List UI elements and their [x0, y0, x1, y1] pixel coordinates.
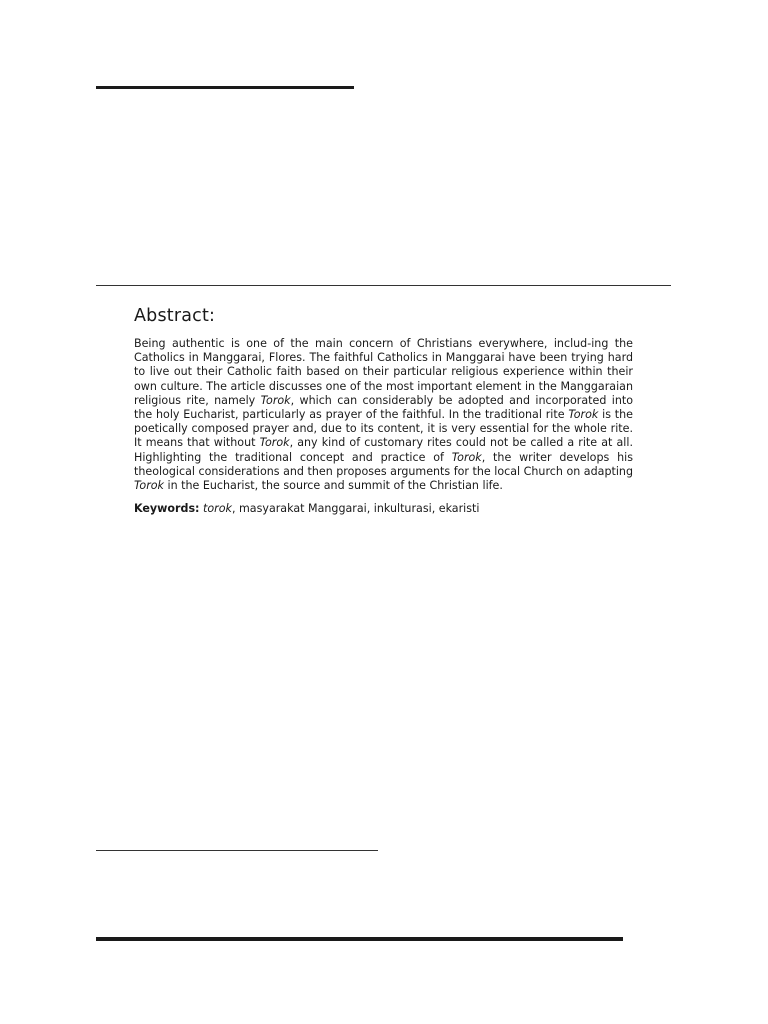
abstract-heading: Abstract:: [134, 306, 216, 326]
abstract-text-run: , which can considerably be adopted and incorporated into the holy Eucharist, particularly as prayer of the faithful. In the traditional rite: [134, 393, 633, 422]
keywords-rest: , masyarakat Manggarai, inkulturasi, ekaristi: [231, 502, 480, 516]
abstract-term-italic: Torok: [568, 408, 599, 422]
abstract-text-run: Being authentic is one of the main concern of Christians everywhere, includ-ing the Catholics in Manggarai, Flores. The faithful Catholics in Manggarai have been trying hard to live out their Catholic faith based on their particular religious experience within their own culture. The article discusses one of the most important element in the Manggaraian religious rite, namely: [134, 337, 633, 407]
keywords-label: Keywords:: [134, 502, 200, 516]
section-divider: [96, 285, 671, 286]
abstract-body: [134, 337, 633, 493]
abstract-term-italic: Torok: [451, 450, 482, 464]
abstract-term-italic: Torok: [259, 436, 290, 450]
abstract-text-run: is the poetically composed prayer and, due to its content, it is very essential for the whole rite. It means that without: [134, 408, 633, 450]
abstract-text-run: , the writer develops his theological considerations and then proposes arguments for the local Church on adapting: [134, 450, 633, 478]
footer-rule: [96, 937, 623, 941]
abstract-text-run: , any kind of customary rites could not be called a rite at all. Highlighting the traditional concept and practice of: [134, 436, 633, 464]
header-rule: [96, 86, 354, 89]
keyword-torok: torok: [203, 502, 232, 516]
abstract-term-italic: Torok: [134, 479, 164, 493]
footnote-rule: [96, 850, 378, 851]
abstract-section: [134, 306, 633, 516]
keywords-line: [134, 502, 633, 516]
abstract-text-run: in the Eucharist, the source and summit of the Christian life.: [163, 479, 503, 493]
abstract-term-italic: Torok: [260, 393, 291, 407]
